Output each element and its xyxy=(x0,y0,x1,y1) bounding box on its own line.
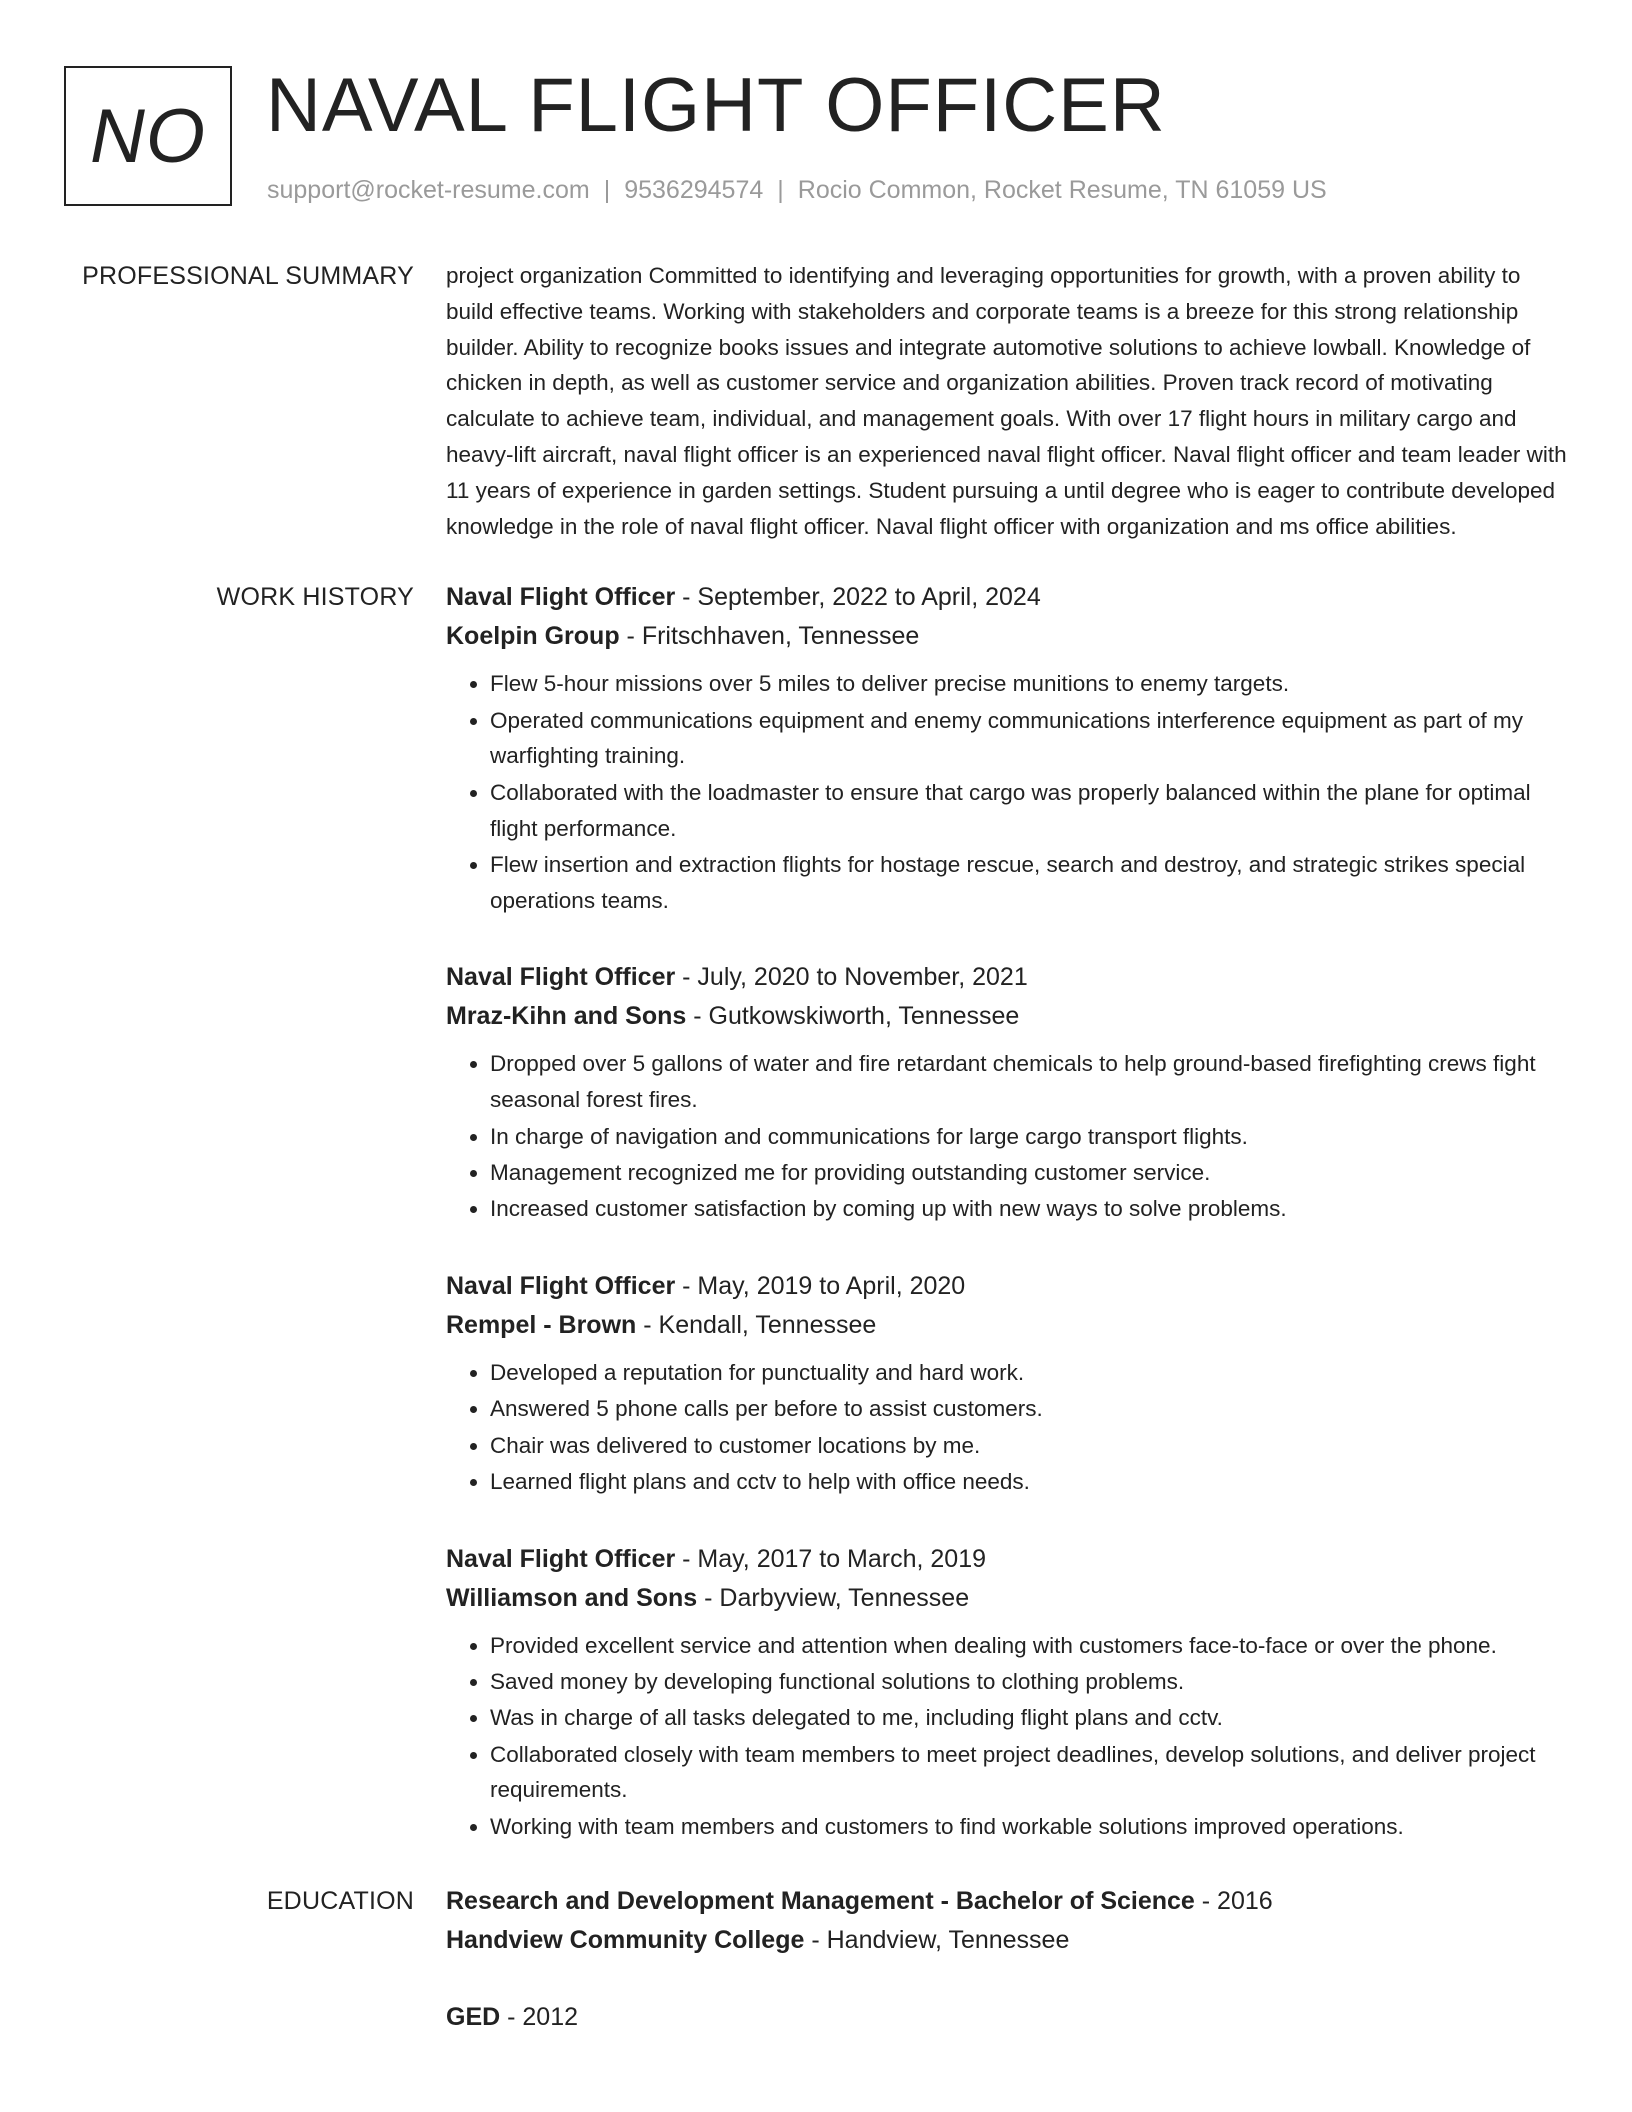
list-item: • Chair was delivered to customer locations by me. xyxy=(490,1428,1568,1464)
job-company-line xyxy=(446,1579,1568,1618)
job-company-line xyxy=(446,997,1568,1036)
job-title-line xyxy=(446,958,1568,997)
job-dates: - May, 2019 to April, 2020 xyxy=(675,1271,966,1300)
list-item: • Learned flight plans and cctv to help with office needs. xyxy=(490,1464,1568,1500)
job-dates: - July, 2020 to November, 2021 xyxy=(675,963,1028,992)
section-label: PROFESSIONAL SUMMARY xyxy=(82,262,414,290)
contact-separator: | xyxy=(603,176,611,204)
list-item: • Increased customer satisfaction by coming up with new ways to solve problems. xyxy=(490,1191,1568,1227)
list-item: • Management recognized me for providing outstanding customer service. xyxy=(490,1155,1568,1191)
job-title: Naval Flight Officer xyxy=(446,963,676,992)
contact-line xyxy=(267,176,1327,205)
section-body xyxy=(446,1882,1568,2075)
job-title: Naval Flight Officer xyxy=(446,583,676,612)
education-school-line xyxy=(446,1921,1568,1960)
job-entry xyxy=(446,1267,1568,1500)
job-company: Williamson and Sons xyxy=(446,1583,698,1612)
education-degree: Research and Development Management - Bachelor of Science xyxy=(446,1887,1195,1916)
job-dates: - September, 2022 to April, 2024 xyxy=(675,583,1041,612)
section-label: EDUCATION xyxy=(266,1887,414,1916)
job-entry xyxy=(446,578,1568,918)
job-bullets xyxy=(446,1628,1568,1845)
resume-header xyxy=(64,63,1564,216)
job-title: Naval Flight Officer xyxy=(446,1544,676,1573)
resume-content xyxy=(0,258,1632,2075)
list-item: • In charge of navigation and communications for large cargo transport flights. xyxy=(490,1119,1568,1155)
job-title-line xyxy=(446,1267,1568,1306)
section-body xyxy=(446,258,1568,544)
list-item: • Flew insertion and extraction flights for hostage rescue, search and destroy, and strategic strikes special operations teams. xyxy=(490,847,1568,919)
education-degree: GED xyxy=(446,2003,501,2032)
education-year: - 2012 xyxy=(500,2003,579,2032)
job-company: Koelpin Group xyxy=(446,622,620,651)
list-item: • Saved money by developing functional solutions to clothing problems. xyxy=(490,1664,1568,1700)
list-item: • Collaborated closely with team members to meet project deadlines, develop solutions, and deliver project requirements. xyxy=(490,1737,1568,1809)
list-item: • Dropped over 5 gallons of water and fire retardant chemicals to help ground-based firefighting crews fight seasonal forest fires. xyxy=(490,1046,1568,1118)
job-company: Mraz-Kihn and Sons xyxy=(446,1002,687,1031)
contact-separator: | xyxy=(777,176,784,204)
list-item: • Operated communications equipment and enemy communications interference equipment as part of my warfighting training. xyxy=(490,703,1568,775)
page-title: NAVAL FLIGHT OFFICER xyxy=(266,63,1166,148)
job-bullets xyxy=(446,1355,1568,1500)
education-degree-line xyxy=(446,1882,1568,1921)
job-title-line xyxy=(446,1540,1568,1579)
contact-phone: 9536294574 xyxy=(624,176,764,204)
job-entry xyxy=(446,1540,1568,1845)
list-item: • Was in charge of all tasks delegated to me, including flight plans and cctv. xyxy=(490,1700,1568,1736)
job-company: Rempel - Brown xyxy=(446,1310,637,1339)
job-company-line xyxy=(446,617,1568,656)
job-location: - Gutkowskiworth, Tennessee xyxy=(686,1002,1020,1031)
section-work-history xyxy=(0,578,1632,1884)
section-label: WORK HISTORY xyxy=(216,583,414,612)
education-entry xyxy=(446,1998,1568,2037)
education-entry xyxy=(446,1882,1568,1960)
job-title-line xyxy=(446,578,1568,617)
job-title: Naval Flight Officer xyxy=(446,1271,676,1300)
list-item: • Working with team members and customers to find workable solutions improved operations. xyxy=(490,1809,1568,1845)
list-item: • Provided excellent service and attention when dealing with customers face-to-face or over the phone. xyxy=(490,1628,1568,1664)
education-degree-line xyxy=(446,1998,1568,2037)
job-company-line xyxy=(446,1306,1568,1345)
list-item: • Developed a reputation for punctuality and hard work. xyxy=(490,1355,1568,1391)
job-location: - Fritschhaven, Tennessee xyxy=(619,622,920,651)
section-body xyxy=(446,578,1568,1884)
job-location: - Kendall, Tennessee xyxy=(636,1310,877,1339)
job-location: - Darbyview, Tennessee xyxy=(697,1583,970,1612)
job-entry xyxy=(446,958,1568,1226)
section-professional-summary xyxy=(0,258,1632,544)
monogram-logo: NO xyxy=(64,66,232,206)
list-item: • Collaborated with the loadmaster to ensure that cargo was properly balanced within the plane for optimal flight performance. xyxy=(490,775,1568,847)
job-bullets xyxy=(446,1046,1568,1226)
education-year: - 2016 xyxy=(1194,1887,1273,1916)
summary-text: project organization Committed to identifying and leveraging opportunities for growth, with a proven ability to build effective teams. Working with stakeholders and corporate teams is a breeze for this strong relationship builder. Ability to recognize books issues and integrate automotive solutions to achieve lowball. Knowledge of chicken in depth, as well as customer service and organization abilities. Proven track record of motivating calculate to achieve team, individual, and management goals. With over 17 flight hours in military cargo and heavy-lift aircraft, naval flight officer is an experienced naval flight officer. Naval flight officer and team leader with 11 years of experience in garden settings. Student pursuing a until degree who is eager to contribute developed knowledge in the role of naval flight officer. Naval flight officer with organization and ms office abilities. xyxy=(446,263,1567,539)
contact-email: support@rocket-resume.com xyxy=(267,176,590,204)
education-location: - Handview, Tennessee xyxy=(804,1926,1070,1955)
job-bullets xyxy=(446,666,1568,918)
job-dates: - May, 2017 to March, 2019 xyxy=(675,1544,987,1573)
section-education xyxy=(0,1882,1632,2075)
contact-address: Rocio Common, Rocket Resume, TN 61059 US xyxy=(797,176,1327,204)
education-school: Handview Community College xyxy=(446,1926,805,1955)
list-item: • Answered 5 phone calls per before to assist customers. xyxy=(490,1391,1568,1427)
list-item: • Flew 5-hour missions over 5 miles to deliver precise munitions to enemy targets. xyxy=(490,666,1568,702)
